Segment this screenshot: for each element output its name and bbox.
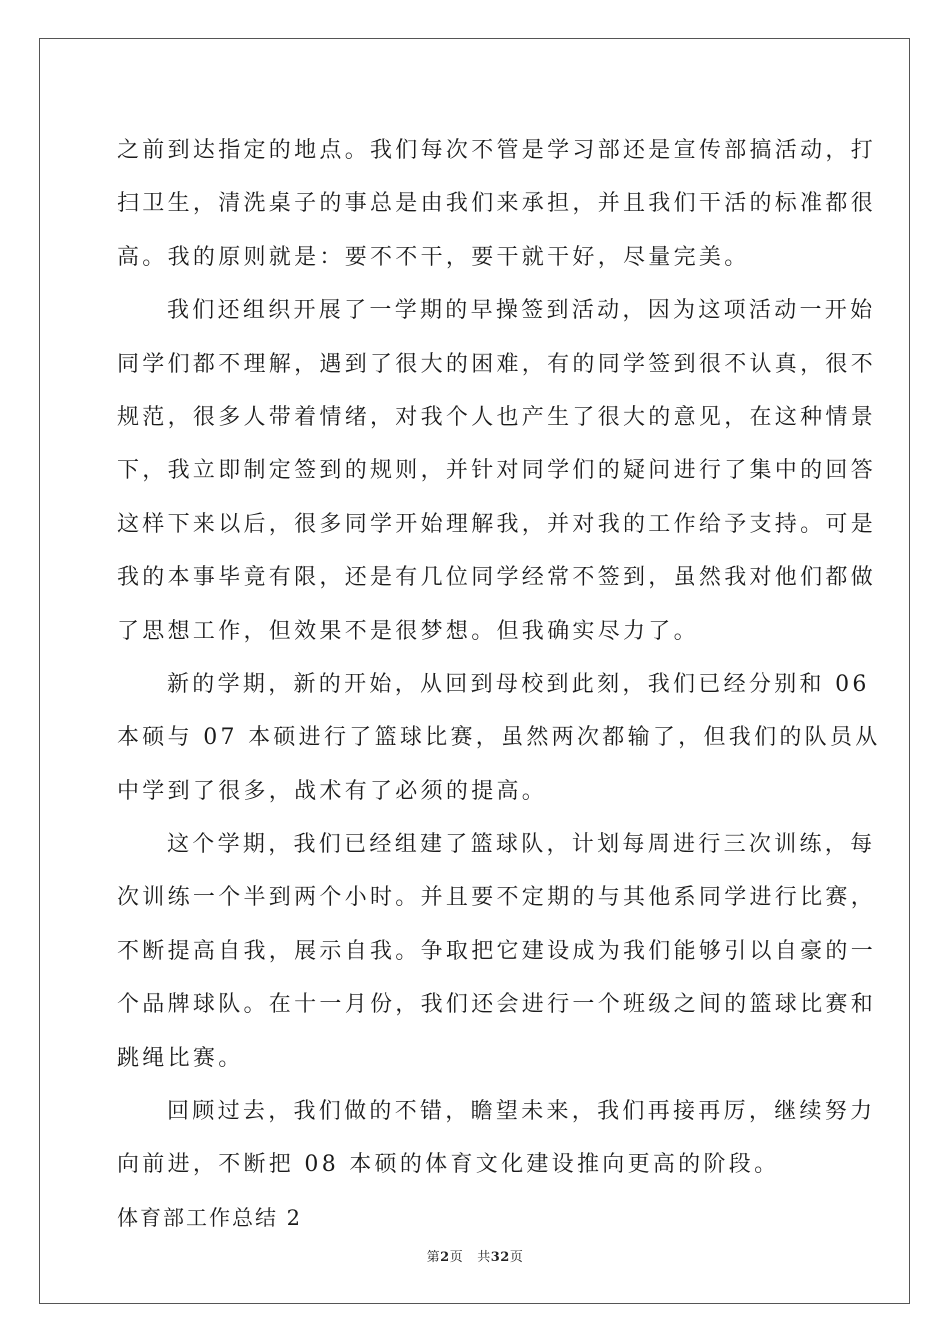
page-prefix: 第 bbox=[426, 1250, 441, 1265]
text-line: 这个学期，我们已经组建了篮球队，计划每周进行三次训练，每 bbox=[167, 832, 876, 858]
page-number: 2 bbox=[440, 1250, 450, 1265]
text-line: 向前进，不断把 08 本硕的体育文化建设推向更高的阶段。 bbox=[117, 1152, 780, 1178]
text-line: 规范，很多人带着情绪，对我个人也产生了很大的意见，在这种情景 bbox=[117, 404, 877, 430]
text-line: 回顾过去，我们做的不错，瞻望未来，我们再接再厉，继续努力 bbox=[167, 1099, 876, 1125]
paragraph-5 bbox=[117, 1085, 876, 1192]
text-line: 这样下来以后，很多同学开始理解我，并对我的工作给予支持。可是 bbox=[117, 511, 877, 537]
text-line: 高。我的原则就是：要不不干，要干就干好，尽量完美。 bbox=[117, 244, 750, 270]
page-suffix: 页 bbox=[449, 1250, 464, 1265]
text-line: 下，我立即制定签到的规则，并针对同学们的疑问进行了集中的回答 bbox=[117, 458, 877, 484]
text-line: 跳绳比赛。 bbox=[117, 1045, 244, 1071]
text-line: 次训练一个半到两个小时。并且要不定期的与其他系同学进行比赛， bbox=[117, 885, 877, 911]
paragraph-3 bbox=[117, 658, 881, 818]
total-pages: 32 bbox=[490, 1250, 510, 1265]
text-line: 了思想工作，但效果不是很梦想。但我确实尽力了。 bbox=[117, 618, 699, 644]
text-line: 新的学期，新的开始，从回到母校到此刻，我们已经分别和 06 bbox=[167, 671, 870, 697]
total-prefix: 共 bbox=[477, 1250, 491, 1265]
text-line: 个品牌球队。在十一月份，我们还会进行一个班级之间的篮球比赛和 bbox=[117, 992, 877, 1018]
text-line: 我们还组织开展了一学期的早操签到活动，因为这项活动一开始 bbox=[167, 298, 876, 324]
total-suffix: 页 bbox=[509, 1250, 524, 1265]
section-heading: 体育部工作总结 2 bbox=[117, 1205, 303, 1230]
text-line: 同学们都不理解，遇到了很大的困难，有的同学签到很不认真，很不 bbox=[117, 351, 877, 377]
paragraph-1 bbox=[117, 124, 877, 284]
paragraph-2 bbox=[117, 284, 877, 658]
text-line: 之前到达指定的地点。我们每次不管是学习部还是宣传部搞活动，打 bbox=[117, 138, 877, 163]
text-line: 扫卫生，清洗桌子的事总是由我们来承担，并且我们干活的标准都很 bbox=[117, 191, 877, 217]
document-body bbox=[117, 124, 881, 1245]
page-footer bbox=[0, 1246, 950, 1265]
text-line: 不断提高自我，展示自我。争取把它建设成为我们能够引以自豪的一 bbox=[117, 938, 877, 964]
text-line: 我的本事毕竟有限，还是有几位同学经常不签到，虽然我对他们都做 bbox=[117, 565, 877, 591]
text-line: 中学到了很多，战术有了必须的提高。 bbox=[117, 778, 548, 804]
paragraph-4 bbox=[117, 818, 877, 1085]
text-line: 本硕与 07 本硕进行了篮球比赛，虽然两次都输了，但我们的队员从 bbox=[117, 725, 881, 751]
